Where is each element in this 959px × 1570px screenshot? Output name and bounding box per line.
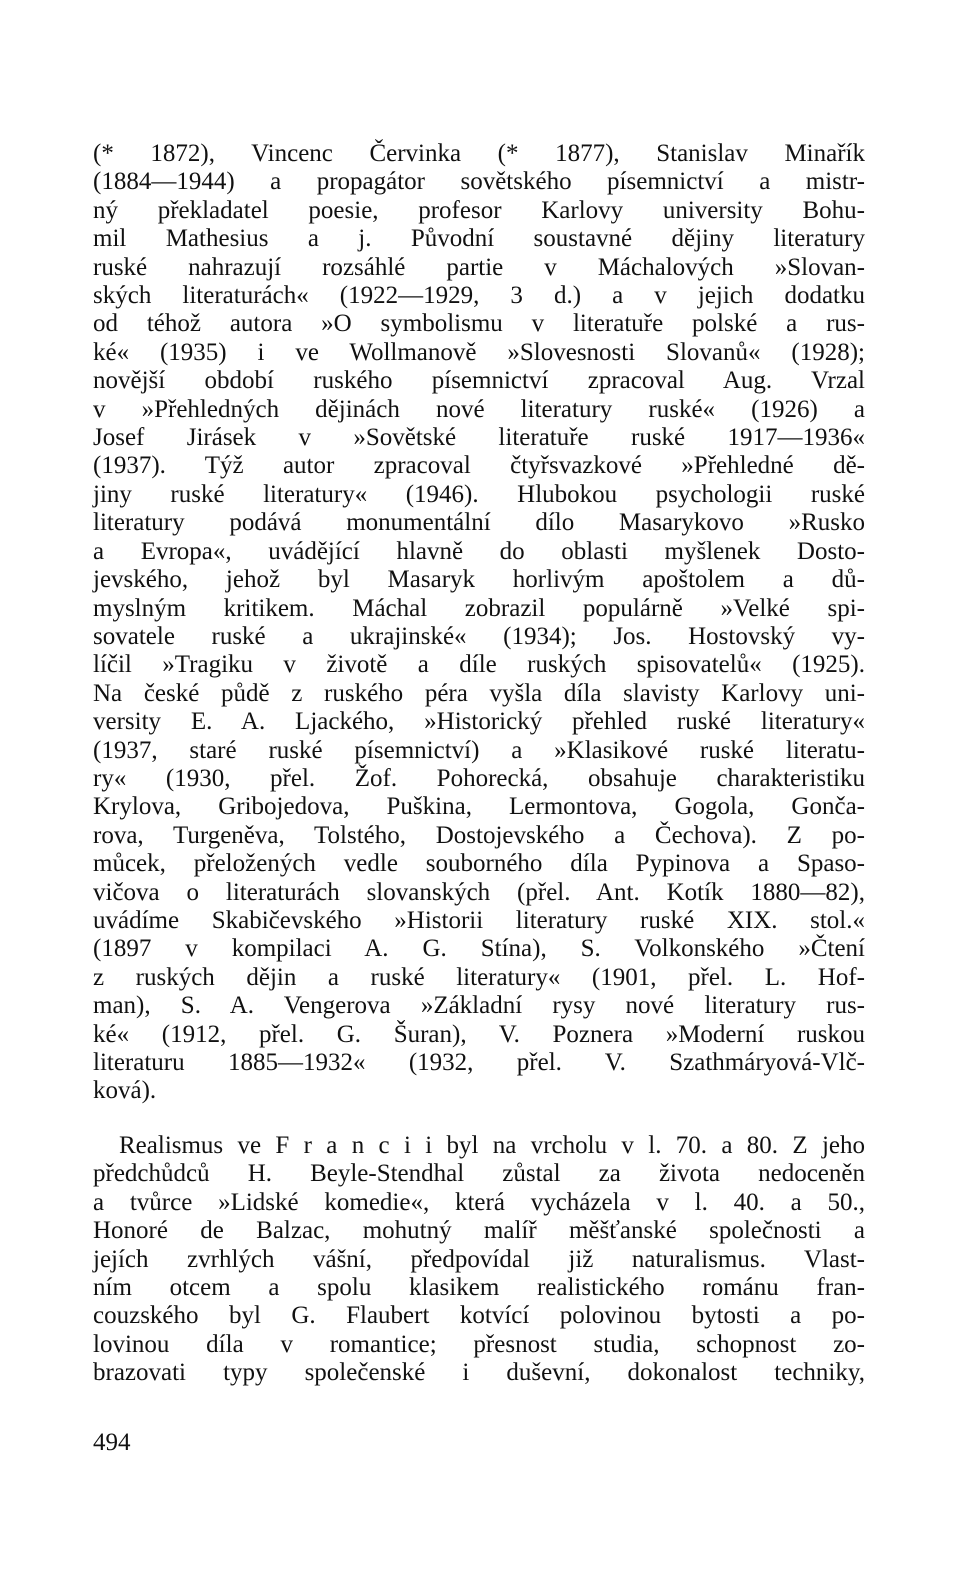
page-number: 494 xyxy=(93,1429,131,1456)
text-line: brazovati typy společenské i duševní, dokonalost techniky, xyxy=(93,1359,865,1387)
text-line: couzského byl G. Flaubert kotvící polovinou bytosti a po- xyxy=(93,1302,865,1330)
text-line: ké« (1935) i ve Wollmanově »Slovesnosti Slovanů« (1928); xyxy=(93,338,865,366)
paragraph-1 xyxy=(93,140,865,1106)
text-line: Josef Jirásek v »Sovětské literatuře ruské 1917—1936« xyxy=(93,424,865,452)
text-line: myslným kritikem. Máchal zobrazil populárně »Velké spi- xyxy=(93,594,865,622)
text-line: mil Mathesius a j. Původní soustavné dějiny literatury xyxy=(93,225,865,253)
text-line: ských literaturách« (1922—1929, 3 d.) a v jejich dodatku xyxy=(93,282,865,310)
text-line: jiny ruské literatury« (1946). Hlubokou psychologii ruské xyxy=(93,480,865,508)
text-line: (1897 v kompilaci A. G. Stína), S. Volkonského »Čtení xyxy=(93,935,865,963)
text-line: literaturu 1885—1932« (1932, přel. V. Szathmáryová-Vlč- xyxy=(93,1049,865,1076)
text-line: a Evropa«, uvádějící hlavně do oblasti myšlenek Dosto- xyxy=(93,537,865,565)
text-line: rova, Turgeněva, Tolstého, Dostojevského a Čechova). Z po- xyxy=(93,821,865,849)
text-line: v »Přehledných dějinách nové literatury ruské« (1926) a xyxy=(93,395,865,423)
text-line: líčil »Tragiku v životě a díle ruských spisovatelů« (1925). xyxy=(93,651,865,679)
text-line: ruské nahrazují rozsáhlé partie v Máchalových »Slovan- xyxy=(93,253,865,281)
text-line: uvádíme Skabičevského »Historii literatury ruské XIX. stol.« xyxy=(93,906,865,934)
text-line: Krylova, Gribojedova, Puškina, Lermontova, Gogola, Gonča- xyxy=(93,793,865,821)
text-line: jejích zvrhlých vášní, předpovídal již naturalismus. Vlast- xyxy=(93,1245,865,1273)
text-line: Na české půdě z ruského péra vyšla díla slavisty Karlovy uni- xyxy=(93,679,865,707)
paragraph-2 xyxy=(93,1132,865,1388)
text-line: můcek, přeložených vedle souborného díla Pypinova a Spaso- xyxy=(93,850,865,878)
text-line: Honoré de Balzac, mohutný malíř měšťanské společnosti a xyxy=(93,1217,865,1245)
text-line: man), S. A. Vengerova »Základní rysy nové literatury rus- xyxy=(93,992,865,1020)
text-line: vičova o literaturách slovanských (přel. Ant. Kotík 1880—82), xyxy=(93,878,865,906)
text-line: (1884—1944) a propagátor sovětského písemnictví a mistr- xyxy=(93,168,865,196)
text-line: (1937, staré ruské písemnictví) a »Klasikové ruské literatu- xyxy=(93,736,865,764)
text-line: lovinou díla v romantice; přesnost studia, schopnost zo- xyxy=(93,1330,865,1358)
text-line: ním otcem a spolu klasikem realistického románu fran- xyxy=(93,1274,865,1302)
text-line: literatury podává monumentální dílo Masarykovo »Rusko xyxy=(93,509,865,537)
text-line: ry« (1930, přel. Žof. Pohorecká, obsahuje charakteristiku xyxy=(93,764,865,792)
text-line: jevského, jehož byl Masaryk horlivým apoštolem a dů- xyxy=(93,566,865,594)
text-line: ková). xyxy=(93,1077,157,1105)
text-line: (* 1872), Vincenc Červinka (* 1877), Stanislav Minařík xyxy=(93,140,865,167)
text-line: sovatele ruské a ukrajinské« (1934); Jos. Hostovský vy- xyxy=(93,622,865,650)
text-line: a tvůrce »Lidské komedie«, která vycházela v l. 40. a 50., xyxy=(93,1188,865,1216)
text-line: ný překladatel poesie, profesor Karlovy university Bohu- xyxy=(93,196,865,224)
text-line: versity E. A. Ljackého, »Historický přehled ruské literatury« xyxy=(93,708,865,736)
text-line: z ruských dějin a ruské literatury« (1901, přel. L. Hof- xyxy=(93,963,865,991)
text-line: předchůdců H. Beyle-Stendhal zůstal za života nedoceněn xyxy=(93,1160,865,1188)
text-line: Realismus ve F r a n c i i byl na vrcholu v l. 70. a 80. Z jeho xyxy=(119,1132,865,1159)
text-line: novější období ruského písemnictví zpracoval Aug. Vrzal xyxy=(93,367,865,395)
text-line: ké« (1912, přel. G. Šuran), V. Poznera »Moderní ruskou xyxy=(93,1020,865,1048)
text-line: (1937). Týž autor zpracoval čtyřsvazkové »Přehledné dě- xyxy=(93,452,865,480)
text-line: od téhož autora »O symbolismu v literatuře polské a rus- xyxy=(93,310,865,338)
